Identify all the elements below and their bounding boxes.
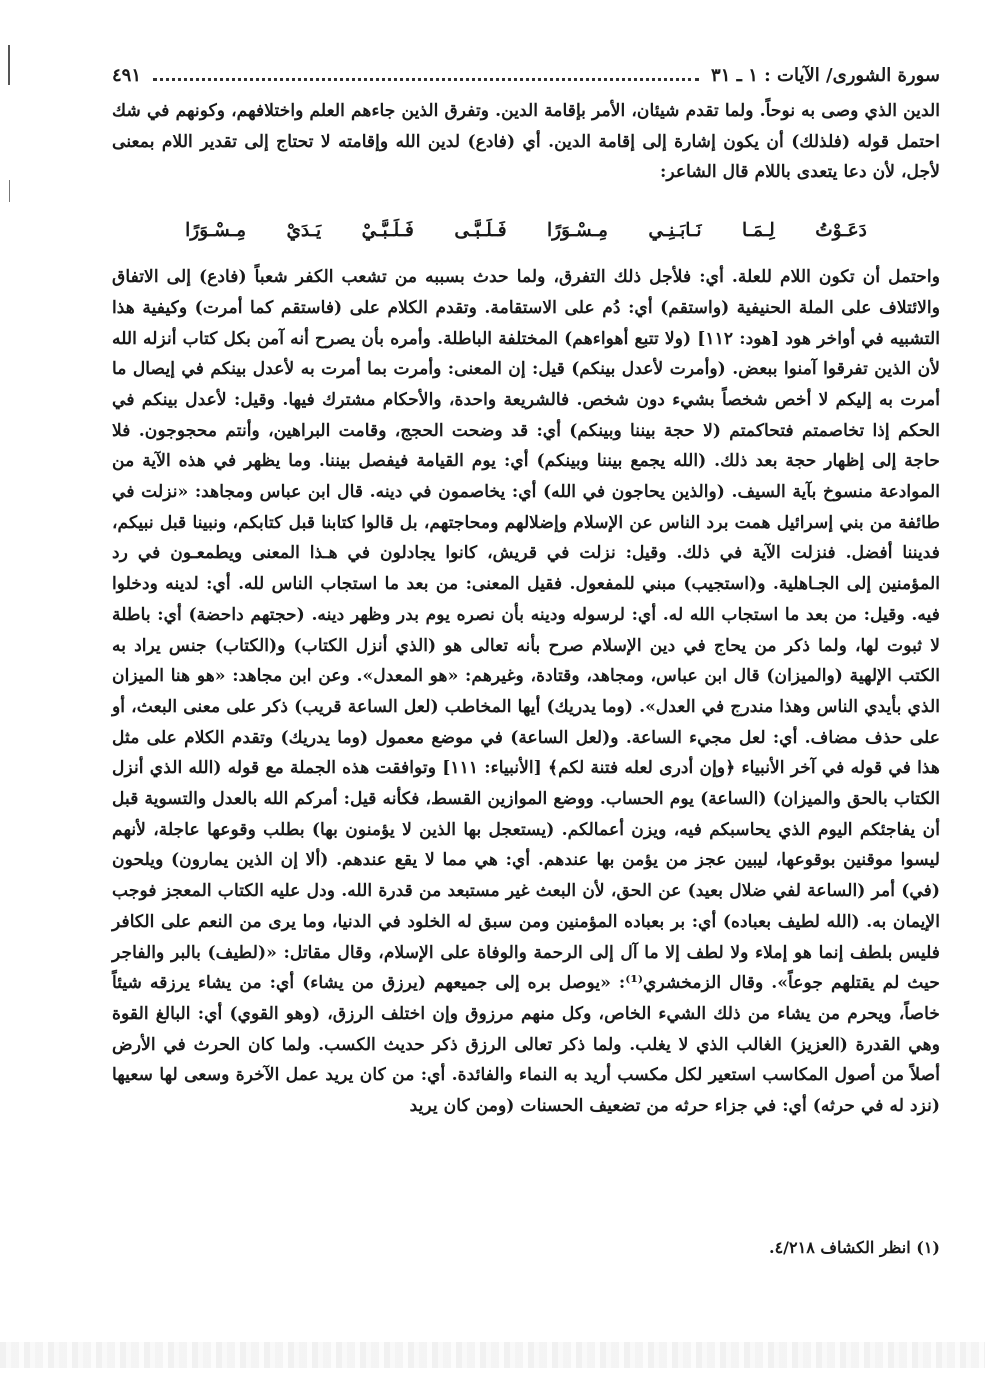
paragraph-main: واحتمل أن تكون اللام للعلة. أي: فلأجل ذلك التفرق، ولما حدث بسببه من تشعب الكفر شعباً (فادع) إلى الاتفاق والائتلاف على الملة الحنيفية (واستقم) أي: دُم على الاستقامة. وتقدم الكلام على (فاستقم كما أمرت) وكيفية هذا التشبيه في أواخر هود [هود: ١١٢] (ولا تتبع أهواءهم) المختلفة الباطلة. وأمره بأن يصرح أنه آمن بكل كتاب أنزله الله لأن الذين تفرقوا آمنوا ببعض. (وأمرت لأعدل بينكم) قيل: إن المعنى: وأمرت بما أمرت به لأعدل بينكم في إيصال ما أمرت به إليكم لا أخص شخصاً بشيء دون شخص. فالشريعة واحدة، والأحكام مشترك فيها. وقيل: لأعدل بينكم في الحكم إذا تخاصمتم فتحاكمتم (لا حجة بيننا وبينكم) أي: قد وضحت الحجج، وقامت البراهين، وأنتم محجوجون. فلا حاجة إلى إظهار حجة بعد ذلك. (الله يجمع بيننا وبينكم) أي: يوم القيامة فيفصل بيننا. وما يظهر في هذه الآية من الموادعة منسوخ بآية السيف. (والذين يحاجون في الله) أي: يخاصمون في دينه. قال ابن عباس ومجاهد: «نزلت في طائفة من بني إسرائيل همت برد الناس عن الإسلام وإضلالهم ومحاجتهم، بل قالوا كتابنا قبل كتابكم، ونبينا قبل نبيكم، فديننا أفضل. فنزلت الآية في ذلك. وقيل: نزلت في قريش، كانوا يجادلون في هـذا المعنى ويطمعـون في رد المؤمنين إلى الجـاهلية. و(استجيب) مبني للمفعول. فقيل المعنى: من بعد ما استجاب الناس لله. أي: لدينه ودخلوا فيه. وقيل: من بعد ما استجاب الله له. أي: لرسوله ودينه بأن نصره يوم بدر وظهر دينه. (حجتهم داحضة) أي: باطلة لا ثبوت لها، ولما ذكر من يحاج في دين الإسلام صرح بأنه تعالى هو (الذي أنزل الكتاب) و(الكتاب) جنس يراد به الكتب الإلهية (والميزان) قال ابن عباس، ومجاهد، وقتادة، وغيرهم: «هو المعدل». وعن ابن مجاهد: «هو هنا الميزان الذي بأيدي الناس وهذا مندرج في العدل». (وما يدريك) أيها المخاطب (لعل الساعة قريب) ذكر على معنى البعث، أو على حذف مضاف. أي: لعل مجيء الساعة. و(لعل الساعة) في موضع معمول (وما يدريك) وتقدم الكلام على مثل هذا في قوله في آخر الأنبياء ﴿وإن أدرى لعله فتنة لكم﴾ [الأنبياء: ١١١] وتوافقت هذه الجملة مع قوله (الله الذي أنزل الكتاب بالحق والميزان) (الساعة) يوم الحساب. ووضع الموازين القسط، فكأنه قيل: أمركم الله بالعدل والتسوية قبل أن يفاجئكم اليوم الذي يحاسبكم فيه، ويزن أعمالكم. (يستعجل بها الذين لا يؤمنون بها) بطلب وقوعها عاجلة، لأنهم ليسوا موقنين بوقوعها، ليبين عجز من يؤمن بها عندهم. أي: هي مما لا يقع عندهم. (ألا إن الذين يمارون) ويلحون (في) أمر (الساعة لفي ضلال بعيد) عن الحق، لأن البعث غير مستبعد من قدرة الله. ودل عليه الكتاب المعجز فوجب الإيمان به. (الله لطيف بعباده) أي: بر بعباده المؤمنين ومن سبق له الخلود في الدنيا، وما يرى من النعم على الكافر فليس بلطف إنما هو إملاء ولا لطف إلا ما آل إلى الرحمة والوفاة على الإسلام، وقال مقاتل: «(لطيف) بالبر والفاجر حيث لم يقتلهم جوعاً». وقال الزمخشري⁽¹⁾: «يوصل بره إلى جميعهم (يرزق من يشاء) أي: من يشاء يرزقه شيئاً خاصاً، ويحرم من يشاء من ذلك الشيء الخاص، وكل منهم مرزوق وإن اختلف الرزق، (وهو القوي) أي: البالغ القوة وهي القدرة (العزيز) الغالب الذي لا يغلب. ولما ذكر تعالى الرزق ذكر حديث الكسب. ولما كان الحرث في الأرض أصلاً من أصول المكاسب استعير لكل مكسب أريد به النماء والفائدة. أي: من كان يريد عمل الآخرة وسعى لها سعيها (نزد له في حرثه) أي: في جزاء حرثه من تضعيف الحسنات (ومن كان يريد: [112, 267, 940, 1117]
header-dot-leader: [153, 78, 699, 81]
scan-artifact-strip: [0, 1342, 985, 1368]
poetry-verse: دَعَـوْتُ لِـمَـا نَـابَـنِـي مِـسْـوَرًا فَـلَـبَّـى فَـلَـبَّـيْ يَـدَيْ مِـسْـوَرًا: [185, 220, 867, 242]
body-text: [112, 96, 940, 1122]
running-header: [112, 60, 940, 90]
header-title: سورة الشورى/ الآيات : ١ ـ ٣١: [711, 64, 940, 86]
scan-edge-line: [8, 45, 10, 85]
scan-edge-mark: [9, 180, 10, 202]
paragraph-intro: الدين الذي وصى به نوحاً. ولما تقدم شيئان، الأمر بإقامة الدين. وتفرق الذين جاءهم العلم واختلافهم، وكونهم في شك احتمل قوله (فلذلك) أن يكون إشارة إلى إقامة الدين. أي (فادع) لدين الله وإقامته لا تحتاج إلى تقدير اللام بمعنى لأجل، لأن دعا يتعدى باللام قال الشاعر:: [112, 101, 940, 183]
page-number: ٤٩١: [112, 64, 142, 86]
footnote: (١) انظر الكشاف ٤/٢١٨.: [769, 1238, 940, 1257]
